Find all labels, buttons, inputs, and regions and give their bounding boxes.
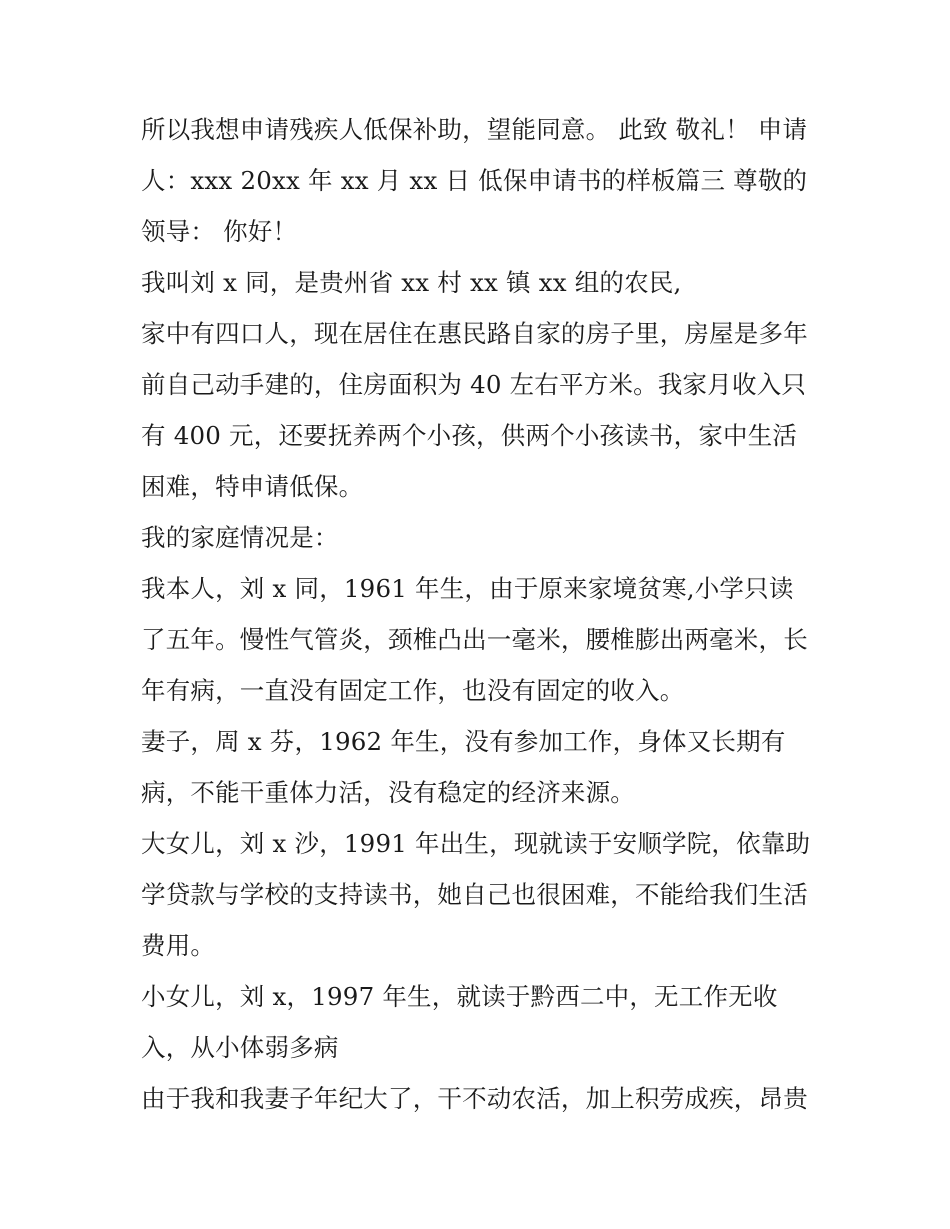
paragraph-family-heading: 我的家庭情况是： xyxy=(141,523,339,552)
paragraph-household-situation: 家中有四口人，现在居住在惠民路自家的房子里，房屋是多年前自己动手建的，住房面积为 40 左右平方米。我家月收入只有 400 元，还要抚养两个小孩，供两个小孩读书，家中生活困难，特申请低保。 xyxy=(141,319,808,501)
paragraph-application-closing: 所以我想申请残疾人低保补助，望能同意。 此致 敬礼！ 申请人：xxx 20xx 年 xx 月 xx 日 低保申请书的样板篇三 尊敬的领导： 你好！ xyxy=(141,115,808,246)
document-body xyxy=(141,104,816,1124)
paragraph-introduction: 我叫刘 x 同，是贵州省 xx 村 xx 镇 xx 组的农民, xyxy=(141,268,682,297)
paragraph-elder-daughter: 大女儿，刘 x 沙，1991 年出生，现就读于安顺学院，依靠助学贷款与学校的支持读书，她自己也很困难，不能给我们生活费用。 xyxy=(141,829,811,960)
paragraph-hardship: 由于我和我妻子年纪大了，干不动农活，加上积劳成疾，昂贵 xyxy=(141,1084,808,1113)
paragraph-self: 我本人，刘 x 同，1961 年生，由于原来家境贫寒,小学只读了五年。慢性气管炎，颈椎凸出一毫米，腰椎膨出两毫米，长年有病，一直没有固定工作，也没有固定的收入。 xyxy=(141,574,808,705)
paragraph-wife: 妻子，周 x 芬，1962 年生，没有参加工作，身体又长期有病，不能干重体力活，没有稳定的经济来源。 xyxy=(141,727,786,807)
paragraph-younger-daughter: 小女儿，刘 x，1997 年生，就读于黔西二中，无工作无收入，从小体弱多病 xyxy=(141,982,778,1062)
